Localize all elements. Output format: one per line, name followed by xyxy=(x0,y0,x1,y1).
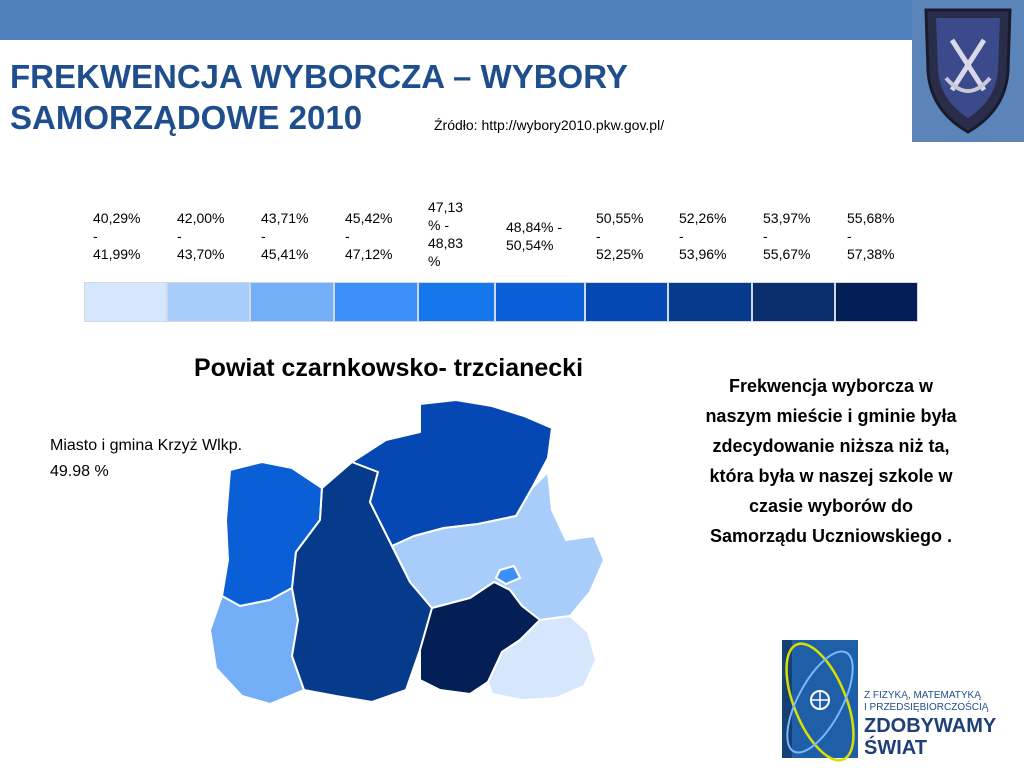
legend-label-line: % xyxy=(428,253,441,269)
legend-label-8 xyxy=(679,209,726,263)
county-map xyxy=(200,390,620,720)
logo-line-3: ZDOBYWAMY xyxy=(864,715,997,737)
legend-label-line: - xyxy=(847,228,852,244)
logo-line-4: ŚWIAT xyxy=(864,737,927,759)
logo-line-1: Z FIZYKĄ, MATEMATYKĄ xyxy=(864,690,981,701)
legend-label-line: 50,55% xyxy=(596,210,644,226)
legend-swatch-8 xyxy=(668,282,752,322)
city-label-name: Miasto i gmina Krzyż Wlkp. xyxy=(50,437,243,454)
legend-swatch-1 xyxy=(84,282,167,322)
legend-swatch-9 xyxy=(752,282,835,322)
legend-swatch-4 xyxy=(334,282,418,322)
legend-label-line: 50,54% xyxy=(506,237,554,253)
legend-label-line: 52,26% xyxy=(679,210,727,226)
source-text: Źródło: http://wybory2010.pkw.gov.pl/ xyxy=(434,117,665,133)
legend-label-line: - xyxy=(763,228,768,244)
legend-label-1 xyxy=(93,209,140,263)
title-line-1: FREKWENCJA WYBORCZA – WYBORY xyxy=(10,58,628,95)
legend-swatch-6 xyxy=(495,282,585,322)
legend-label-line: 57,38% xyxy=(847,246,895,262)
legend-label-3 xyxy=(261,209,308,263)
legend-label-line: - xyxy=(93,228,98,244)
legend-swatch-5 xyxy=(418,282,495,322)
legend-label-5 xyxy=(428,198,463,270)
project-logo xyxy=(764,622,1024,762)
turnout-note: Frekwencja wyborcza w naszym mieście i gminie była zdecydowanie niższa niż ta, która była w naszej szkole w czasie wyborów do Samorządu Uczniowskiego . xyxy=(705,376,957,546)
legend-label-6 xyxy=(506,218,562,254)
legend-label-line: - xyxy=(345,228,350,244)
legend-label-line: 48,83 xyxy=(428,235,464,251)
legend-label-line: 47,12% xyxy=(345,246,393,262)
legend-label-line: - xyxy=(679,228,684,244)
legend-label-line: - xyxy=(596,228,601,244)
turnout-legend xyxy=(0,0,1024,330)
legend-label-line: 45,41% xyxy=(261,246,309,262)
legend-label-line: 55,68% xyxy=(847,210,895,226)
legend-label-line: 43,71% xyxy=(261,210,309,226)
legend-label-line: - xyxy=(177,228,182,244)
legend-label-line: 55,67% xyxy=(763,246,811,262)
legend-label-line: 42,00% xyxy=(177,210,225,226)
legend-label-line: 41,99% xyxy=(93,246,141,262)
legend-label-7 xyxy=(596,209,643,263)
map-title: Powiat czarnkowsko- trzcianecki xyxy=(194,354,584,382)
title-line-2: SAMORZĄDOWE 2010 xyxy=(10,99,363,136)
legend-label-line: 40,29% xyxy=(93,210,141,226)
legend-swatch-7 xyxy=(585,282,668,322)
legend-label-line: 52,25% xyxy=(596,246,644,262)
legend-label-line: 43,70% xyxy=(177,246,225,262)
legend-label-line: % - xyxy=(428,217,449,233)
city-label-value: 49.98 % xyxy=(50,463,109,480)
legend-label-line: 45,42% xyxy=(345,210,393,226)
logo-line-2: I PRZEDSIĘBIORCZOŚCIĄ xyxy=(864,702,989,713)
legend-label-line: - xyxy=(261,228,266,244)
legend-label-line: 53,97% xyxy=(763,210,811,226)
legend-label-9 xyxy=(763,209,810,263)
legend-swatch-2 xyxy=(167,282,250,322)
region-southwest xyxy=(210,588,304,704)
legend-label-line: 53,96% xyxy=(679,246,727,262)
legend-label-line: 48,84% - xyxy=(506,219,563,235)
legend-label-2 xyxy=(177,209,224,263)
legend-swatch-10 xyxy=(835,282,918,322)
legend-label-10 xyxy=(847,209,894,263)
legend-label-4 xyxy=(345,209,392,263)
legend-swatch-3 xyxy=(250,282,334,322)
legend-label-line: 47,13 xyxy=(428,199,464,215)
